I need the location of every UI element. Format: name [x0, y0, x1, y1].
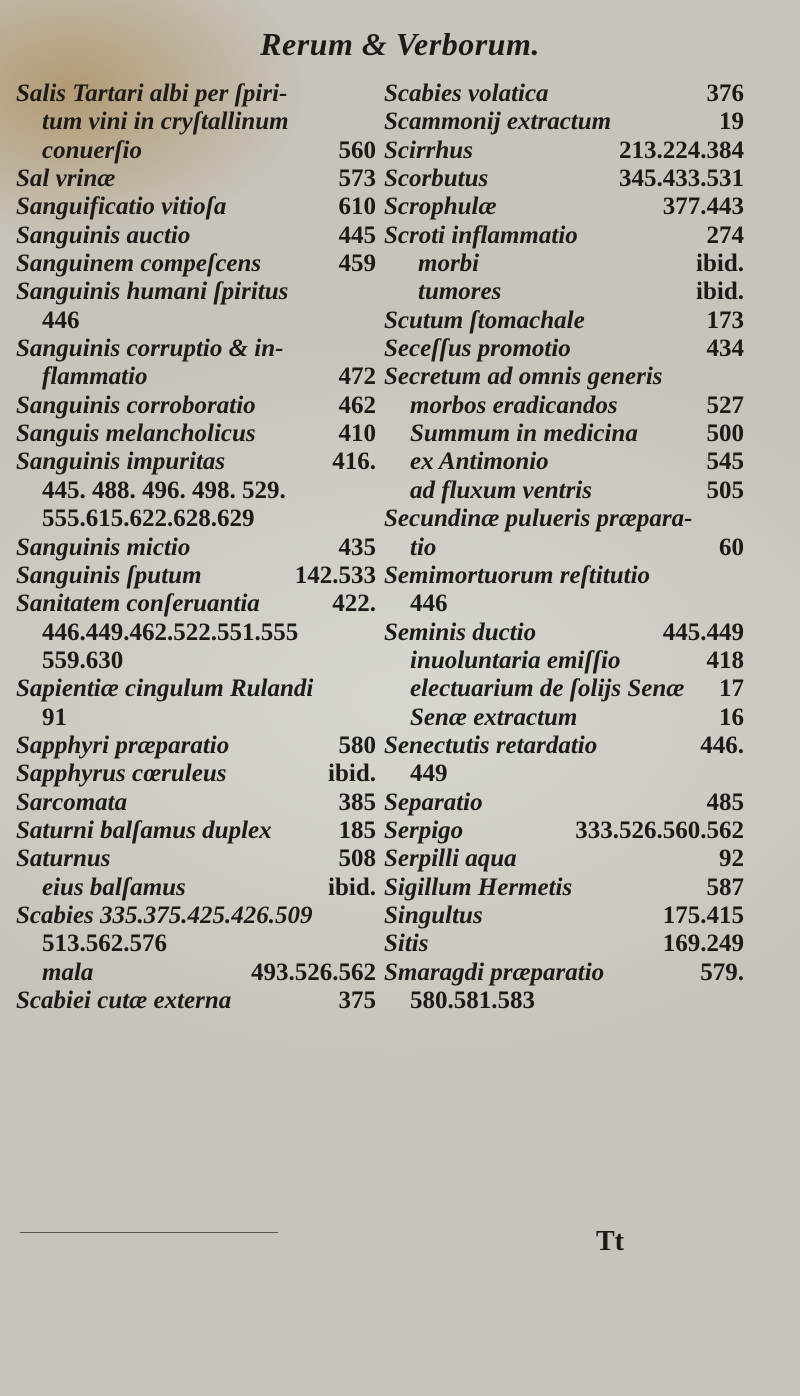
index-term: 91 [42, 703, 67, 731]
index-entry [16, 420, 376, 448]
page-reference: 462 [338, 391, 376, 419]
page-reference: 527 [706, 391, 744, 419]
index-entry [384, 278, 744, 306]
index-entry [16, 647, 376, 675]
index-term: electuarium de ſolijs Senæ [410, 675, 685, 703]
index-entry [384, 335, 744, 363]
index-term: Sapphyrus cœruleus [16, 760, 227, 788]
index-term: Scabiei cutæ externa [16, 987, 232, 1014]
index-term: Sanitatem conſeruantia [16, 590, 260, 618]
index-term: Sapphyri præparatio [16, 731, 230, 759]
index-entry [384, 959, 744, 987]
index-term: ex Antimonio [410, 448, 549, 476]
index-term: Scabies volatica [384, 80, 549, 107]
index-term: Sapientiæ cingulum Rulandi [16, 675, 314, 703]
page-reference: 213.224.384 [619, 136, 744, 164]
catchword: Tt [596, 1226, 624, 1257]
index-entry [16, 732, 376, 760]
page-reference: 445.449 [662, 618, 744, 646]
page-reference: ibid. [328, 873, 376, 901]
index-term: 449 [410, 760, 448, 788]
index-term: 446 [42, 306, 80, 334]
index-entry [16, 930, 376, 958]
page-reference: ibid. [328, 760, 376, 788]
page-reference: 418 [706, 646, 744, 674]
index-term: Secretum ad omnis generis [384, 363, 663, 391]
page-reference: 560 [338, 136, 376, 164]
index-term: tio [410, 533, 437, 561]
index-entry [384, 732, 744, 760]
page-reference: 410 [338, 420, 376, 448]
index-term: Sanguinis ſputum [16, 561, 202, 589]
index-entry [16, 534, 376, 562]
index-term: tum vini in cryſtallinum [42, 108, 289, 136]
index-entry [384, 562, 744, 590]
index-term: eius balſamus [42, 873, 186, 901]
index-term: Scutum ſtomachale [384, 306, 585, 334]
index-entry [16, 165, 376, 193]
index-term: Smaragdi præparatio [384, 958, 605, 986]
index-term: Separatio [384, 788, 483, 816]
index-entry [16, 590, 376, 618]
index-entry [384, 675, 744, 703]
index-entry [384, 477, 744, 505]
page-reference: 60 [719, 533, 744, 561]
page-reference: 92 [719, 845, 744, 873]
index-entry [384, 448, 744, 476]
index-term: Sanguinis humani ſpiritus [16, 278, 289, 306]
index-term: Sigillum Hermetis [384, 873, 573, 901]
index-entry [384, 137, 744, 165]
index-entry [16, 477, 376, 505]
page-reference: 16 [719, 703, 744, 731]
page-reference: 19 [719, 108, 744, 136]
page-reference: 610 [338, 193, 376, 221]
index-term: Scabies 335.375.425.426.509 [16, 901, 313, 929]
index-term: Semimortuorum reſtitutio [384, 561, 651, 589]
index-column-left [16, 80, 376, 1015]
column-end-rule [20, 1232, 278, 1233]
index-entry [16, 619, 376, 647]
index-term: mala [42, 958, 94, 986]
page-reference: 175.415 [662, 901, 744, 929]
index-term: Sanguinem compeſcens [16, 250, 262, 278]
page-reference: 472 [338, 363, 376, 391]
index-entry [384, 789, 744, 817]
page-reference: 385 [338, 788, 376, 816]
index-entry [384, 307, 744, 335]
page-reference: 333.526.560.562 [575, 816, 744, 844]
index-term: flammatio [42, 363, 148, 391]
index-entry [16, 505, 376, 533]
index-term: Seminis ductio [384, 618, 537, 646]
index-term: 555.615.622.628.629 [42, 505, 255, 533]
index-term: Sal vrinæ [16, 165, 116, 193]
index-term: Sanguinis impuritas [16, 448, 226, 476]
index-entry [384, 80, 744, 108]
page-reference: 485 [706, 788, 744, 816]
index-entry [16, 959, 376, 987]
index-term: Sanguificatio vitioſa [16, 193, 227, 221]
page-reference: 508 [338, 845, 376, 873]
running-head: Rerum & Verborum. [260, 26, 540, 62]
index-term: Scorbutus [384, 165, 489, 193]
index-entry [384, 590, 744, 618]
index-entry [384, 845, 744, 873]
index-term: Scammonij extractum [384, 108, 612, 136]
index-term: Summum in medicina [410, 420, 638, 448]
index-entry [16, 874, 376, 902]
index-entry [16, 789, 376, 817]
index-entry [384, 704, 744, 732]
index-term: 446 [410, 590, 448, 618]
index-entry [16, 193, 376, 221]
page-reference: 446. [700, 731, 744, 759]
index-term: Scrophulæ [384, 193, 497, 221]
page-reference: 445 [338, 221, 376, 249]
index-entry [16, 250, 376, 278]
page-reference: 17 [719, 675, 744, 703]
index-entry [16, 704, 376, 732]
page-reference: 493.526.562 [251, 958, 376, 986]
index-entry [384, 817, 744, 845]
index-entry [384, 902, 744, 930]
index-entry [16, 448, 376, 476]
index-entry [384, 108, 744, 136]
index-entry [384, 222, 744, 250]
page-reference: 376 [706, 80, 744, 107]
index-term: tumores [418, 278, 502, 306]
index-term: Saturni balſamus duplex [16, 816, 272, 844]
index-term: 446.449.462.522.551.555 [42, 618, 299, 646]
index-term: Sanguinis auctio [16, 221, 191, 249]
index-term: Saturnus [16, 845, 111, 873]
index-term: 445. 488. 496. 498. 529. [42, 476, 286, 504]
page-reference: ibid. [696, 278, 744, 306]
page-reference: 422. [332, 590, 376, 618]
index-entry [384, 505, 744, 533]
index-term: Sarcomata [16, 788, 128, 816]
index-entry [16, 675, 376, 703]
index-entry [16, 562, 376, 590]
index-term: 580.581.583 [410, 987, 535, 1014]
index-entry [16, 392, 376, 420]
index-term: 513.562.576 [42, 930, 167, 958]
index-entry [384, 534, 744, 562]
page-reference: 505 [706, 476, 744, 504]
page-reference: 173 [706, 306, 744, 334]
page-reference: 545 [706, 448, 744, 476]
page-reference: 573 [338, 165, 376, 193]
index-term: Seceſſus promotio [384, 335, 571, 363]
index-term: inuoluntaria emiſſio [410, 646, 621, 674]
index-entry [384, 619, 744, 647]
index-term: morbos eradicandos [410, 391, 618, 419]
index-term: Serpigo [384, 816, 464, 844]
index-term: Secundinæ pulueris præpara- [384, 505, 693, 533]
index-entry [16, 222, 376, 250]
index-entry [384, 363, 744, 391]
index-column-right [384, 80, 744, 1015]
page-reference: 587 [706, 873, 744, 901]
page-reference: 434 [706, 335, 744, 363]
index-term: morbi [418, 250, 480, 278]
index-term: Sanguinis corruptio & in- [16, 335, 284, 363]
page-reference: 500 [706, 420, 744, 448]
index-entry [384, 420, 744, 448]
index-term: Sanguinis mictio [16, 533, 191, 561]
page-reference: 375 [338, 987, 376, 1014]
page-reference: 416. [332, 448, 376, 476]
index-term: conuerſio [42, 136, 142, 164]
index-entry [384, 760, 744, 788]
index-term: Senectutis retardatio [384, 731, 598, 759]
index-entry [16, 278, 376, 306]
index-entry [384, 392, 744, 420]
index-entry [16, 987, 376, 1015]
index-term: Sanguis melancholicus [16, 420, 256, 448]
page-reference: ibid. [696, 250, 744, 278]
page-reference: 580 [338, 731, 376, 759]
index-term: Senæ extractum [410, 703, 578, 731]
index-entry [16, 817, 376, 845]
page-reference: 435 [338, 533, 376, 561]
index-term: Singultus [384, 901, 483, 929]
index-entry [384, 165, 744, 193]
index-entry [16, 307, 376, 335]
page-reference: 274 [706, 221, 744, 249]
index-term: Sitis [384, 930, 429, 958]
page-reference: 345.433.531 [619, 165, 744, 193]
page-reference: 169.249 [662, 930, 744, 958]
index-entry [384, 250, 744, 278]
index-entry [16, 335, 376, 363]
index-term: Serpilli aqua [384, 845, 517, 873]
index-entry [384, 193, 744, 221]
index-entry [384, 874, 744, 902]
index-entry [384, 647, 744, 675]
page-reference: 459 [338, 250, 376, 278]
page-reference: 579. [700, 958, 744, 986]
index-term: Sanguinis corroboratio [16, 391, 256, 419]
index-entry [16, 137, 376, 165]
page-reference: 142.533 [294, 561, 376, 589]
index-term: 559.630 [42, 646, 124, 674]
index-entry [16, 363, 376, 391]
index-term: ad fluxum ventris [410, 476, 592, 504]
index-entry [16, 108, 376, 136]
index-entry [16, 902, 376, 930]
index-entry [16, 80, 376, 108]
index-entry [16, 760, 376, 788]
index-term: Salis Tartari albi per ſpiri- [16, 80, 288, 107]
index-term: Scirrhus [384, 136, 473, 164]
page-reference: 377.443 [662, 193, 744, 221]
index-entry [384, 930, 744, 958]
page-reference: 185 [338, 816, 376, 844]
index-term: Scroti inflammatio [384, 221, 578, 249]
index-entry [16, 845, 376, 873]
index-entry [384, 987, 744, 1015]
